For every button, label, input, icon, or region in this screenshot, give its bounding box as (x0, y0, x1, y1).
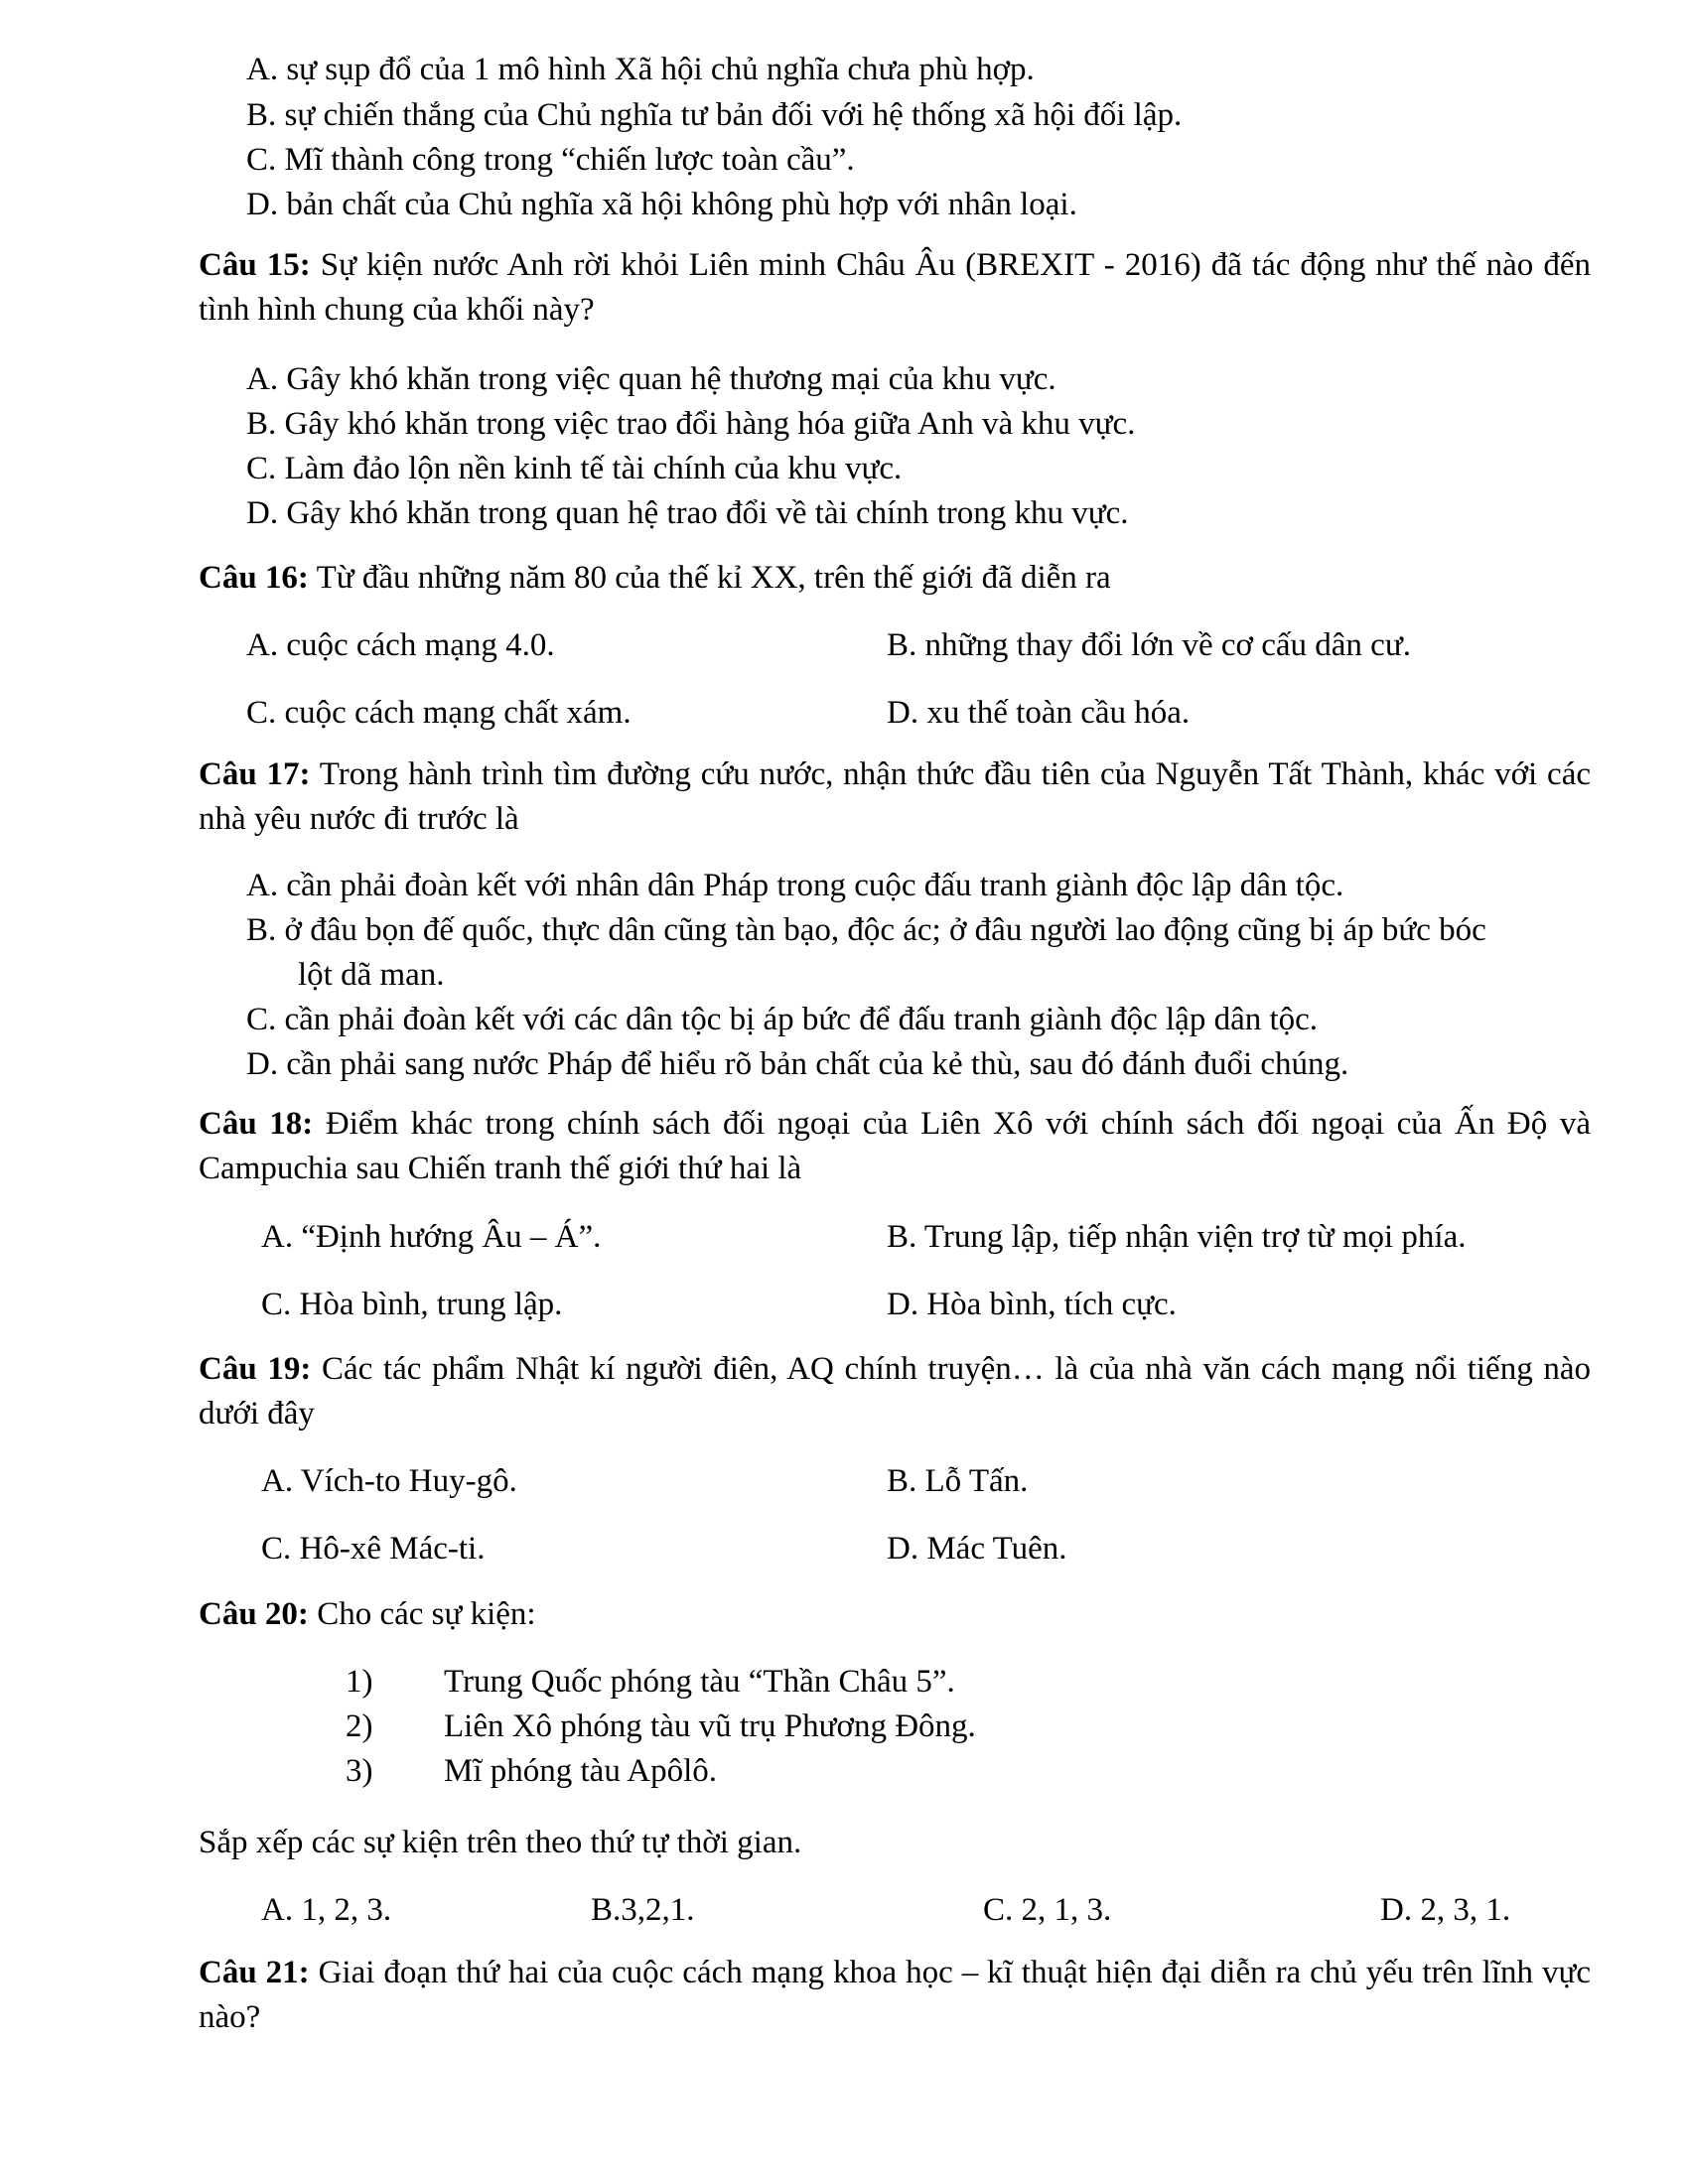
q17-option-b: B. ở đâu bọn đế quốc, thực dân cũng tàn bạo, độc ác; ở đâu người lao động cũng bị áp bức bóc (246, 912, 1486, 948)
q18-stem: Điểm khác trong chính sách đối ngoại của Liên Xô với chính sách đối ngoại của Ấn Độ và Campuchia sau Chiến tranh thế giới thứ hai là (199, 1106, 1591, 1186)
q19-question (199, 1347, 1591, 1436)
q16-question (199, 556, 1591, 601)
q20-event-2-number: 2) (346, 1708, 373, 1744)
q21-label: Câu 21: (199, 1955, 310, 1990)
q14-option-b: B. sự chiến thắng của Chủ nghĩa tư bản đối với hệ thống xã hội đối lập. (246, 97, 1183, 133)
q19-option-d: D. Mác Tuên. (887, 1531, 1067, 1567)
q19-option-c: C. Hô-xê Mác-ti. (261, 1531, 486, 1567)
q20-event-2-text: Liên Xô phóng tàu vũ trụ Phương Đông. (444, 1708, 976, 1744)
q15-option-c: C. Làm đảo lộn nền kinh tế tài chính của khu vực. (246, 451, 903, 486)
q18-option-a: A. “Định hướng Âu – Á”. (261, 1219, 602, 1255)
q16-stem: Từ đầu những năm 80 của thế kỉ XX, trên thế giới đã diễn ra (308, 560, 1111, 596)
q19-stem: Các tác phẩm Nhật kí người điên, AQ chính truyện… là của nhà văn cách mạng nổi tiếng nào dưới đây (199, 1351, 1591, 1432)
q17-question (199, 752, 1591, 842)
q17-option-b-continued: lột dã man. (298, 957, 445, 993)
q15-stem: Sự kiện nước Anh rời khỏi Liên minh Châu Âu (BREXIT - 2016) đã tác động như thế nào đến tình hình chung của khối này? (199, 247, 1591, 328)
q15-option-d: D. Gây khó khăn trong quan hệ trao đổi về tài chính trong khu vực. (246, 495, 1129, 531)
q17-option-c: C. cần phải đoàn kết với các dân tộc bị áp bức để đấu tranh giành độc lập dân tộc. (246, 1002, 1319, 1037)
q20-option-c: C. 2, 1, 3. (983, 1892, 1112, 1928)
q16-option-a: A. cuộc cách mạng 4.0. (246, 627, 555, 663)
q18-option-b: B. Trung lập, tiếp nhận viện trợ từ mọi phía. (887, 1219, 1467, 1255)
q21-stem: Giai đoạn thứ hai của cuộc cách mạng khoa học – kĩ thuật hiện đại diễn ra chủ yếu trên lĩnh vực nào? (199, 1955, 1591, 2035)
q20-event-3-number: 3) (346, 1753, 373, 1789)
q20-option-d: D. 2, 3, 1. (1380, 1892, 1511, 1928)
q20-question (199, 1592, 1591, 1637)
q20-event-1-text: Trung Quốc phóng tàu “Thần Châu 5”. (444, 1664, 955, 1700)
q14-option-c: C. Mĩ thành công trong “chiến lược toàn cầu”. (246, 142, 855, 178)
q20-label: Câu 20: (199, 1596, 309, 1632)
q19-label: Câu 19: (199, 1351, 312, 1387)
q20-event-1-number: 1) (346, 1664, 373, 1700)
q18-label: Câu 18: (199, 1106, 314, 1142)
q20-event-3-text: Mĩ phóng tàu Apôlô. (444, 1753, 718, 1789)
q21-question (199, 1951, 1591, 2040)
q17-label: Câu 17: (199, 756, 311, 792)
q19-option-b: B. Lỗ Tấn. (887, 1463, 1029, 1499)
q16-option-b: B. những thay đổi lớn về cơ cấu dân cư. (887, 627, 1411, 663)
q17-stem: Trong hành trình tìm đường cứu nước, nhận thức đầu tiên của Nguyễn Tất Thành, khác với các nhà yêu nước đi trước là (199, 756, 1591, 837)
q16-option-c: C. cuộc cách mạng chất xám. (246, 695, 632, 731)
q15-question (199, 243, 1591, 333)
q20-instruction: Sắp xếp các sự kiện trên theo thứ tự thời gian. (199, 1825, 802, 1860)
q14-option-a: A. sự sụp đổ của 1 mô hình Xã hội chủ nghĩa chưa phù hợp. (246, 52, 1035, 87)
q17-option-d: D. cần phải sang nước Pháp để hiểu rõ bản chất của kẻ thù, sau đó đánh đuổi chúng. (246, 1046, 1349, 1082)
q16-option-d: D. xu thế toàn cầu hóa. (887, 695, 1191, 731)
q20-stem: Cho các sự kiện: (308, 1596, 536, 1632)
q18-option-d: D. Hòa bình, tích cực. (887, 1287, 1177, 1322)
q16-label: Câu 16: (199, 560, 309, 596)
q15-option-b: B. Gây khó khăn trong việc trao đổi hàng hóa giữa Anh và khu vực. (246, 406, 1136, 442)
q18-option-c: C. Hòa bình, trung lập. (261, 1287, 563, 1322)
q18-question (199, 1102, 1591, 1191)
q15-option-a: A. Gây khó khăn trong việc quan hệ thương mại của khu vực. (246, 361, 1056, 397)
q15-label: Câu 15: (199, 247, 311, 283)
q17-option-a: A. cần phải đoàn kết với nhân dân Pháp trong cuộc đấu tranh giành độc lập dân tộc. (246, 868, 1344, 903)
q20-option-b: B.3,2,1. (591, 1892, 695, 1928)
q20-option-a: A. 1, 2, 3. (261, 1892, 392, 1928)
q19-option-a: A. Vích-to Huy-gô. (261, 1463, 517, 1499)
q14-option-d: D. bản chất của Chủ nghĩa xã hội không phù hợp với nhân loại. (246, 187, 1077, 222)
